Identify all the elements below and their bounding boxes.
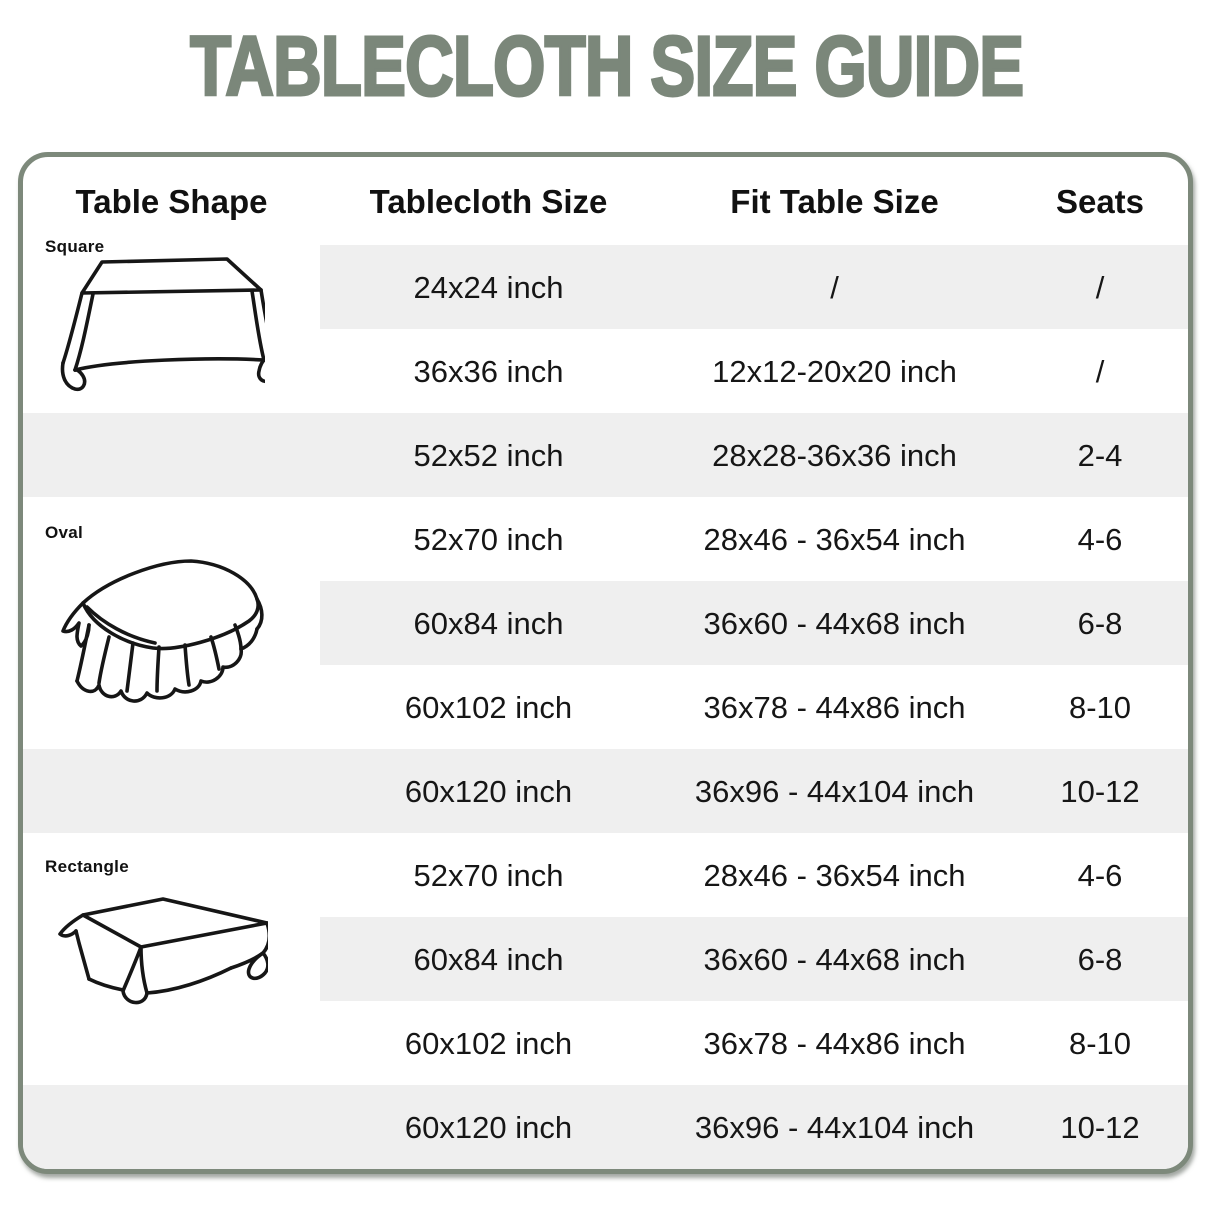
section-label-rectangle: Rectangle: [45, 857, 129, 876]
page-title: TABLECLOTH SIZE GUIDE: [190, 19, 1024, 113]
fit-table-size-cell: 28x46 - 36x54 inch: [703, 521, 966, 557]
seats-cell: 6-8: [1077, 605, 1123, 641]
tablecloth-size-cell: 52x70 inch: [413, 857, 564, 893]
table-row: [23, 1085, 1188, 1169]
seats-cell: 8-10: [1068, 689, 1132, 725]
header-table-shape: Table Shape: [75, 182, 268, 220]
fit-table-size-cell: /: [830, 269, 839, 305]
table-header-row: [23, 157, 1188, 245]
table-row: [23, 329, 1188, 413]
table-row: [23, 749, 1188, 833]
fit-table-size-cell: 36x78 - 44x86 inch: [703, 1025, 966, 1061]
tablecloth-size-cell: 52x52 inch: [413, 437, 564, 473]
seats-cell: 4-6: [1077, 857, 1123, 893]
seats-cell: 10-12: [1060, 1109, 1140, 1145]
seats-cell: /: [1095, 269, 1105, 305]
table-row: [23, 665, 1188, 749]
header-seats: Seats: [1055, 182, 1145, 220]
seats-cell: 6-8: [1077, 941, 1123, 977]
seats-cell: /: [1095, 353, 1105, 389]
tablecloth-size-cell: 60x102 inch: [404, 689, 573, 725]
table-row: [23, 917, 1188, 1001]
fit-table-size-cell: 28x46 - 36x54 inch: [703, 857, 966, 893]
fit-table-size-cell: 12x12-20x20 inch: [712, 353, 957, 389]
seats-cell: 8-10: [1068, 1025, 1132, 1061]
tablecloth-size-cell: 24x24 inch: [413, 269, 564, 305]
page-title-wrap: [0, 16, 1214, 116]
table-row: [23, 833, 1188, 917]
header-fit-table-size: Fit Table Size: [730, 182, 939, 220]
tablecloth-size-cell: 60x84 inch: [413, 605, 564, 641]
seats-cell: 2-4: [1077, 437, 1123, 473]
table-row: [23, 1001, 1188, 1085]
section-label-square: Square: [45, 237, 105, 256]
seats-cell: 10-12: [1060, 773, 1140, 809]
tablecloth-size-cell: 36x36 inch: [413, 353, 564, 389]
table-row: [23, 581, 1188, 665]
fit-table-size-cell: 36x96 - 44x104 inch: [694, 1109, 975, 1145]
tablecloth-size-cell: 52x70 inch: [413, 521, 564, 557]
size-guide-table: [18, 152, 1193, 1174]
seats-cell: 4-6: [1077, 521, 1123, 557]
table-row: [23, 245, 1188, 329]
fit-table-size-cell: 36x78 - 44x86 inch: [703, 689, 966, 725]
fit-table-size-cell: 36x96 - 44x104 inch: [694, 773, 975, 809]
header-tablecloth-size: Tablecloth Size: [369, 182, 608, 220]
fit-table-size-cell: 36x60 - 44x68 inch: [703, 941, 966, 977]
section-label-oval: Oval: [45, 523, 84, 542]
tablecloth-size-cell: 60x120 inch: [404, 773, 573, 809]
table-row: [23, 413, 1188, 497]
table-row: [23, 497, 1188, 581]
fit-table-size-cell: 36x60 - 44x68 inch: [703, 605, 966, 641]
fit-table-size-cell: 28x28-36x36 inch: [712, 437, 957, 473]
tablecloth-size-cell: 60x84 inch: [413, 941, 564, 977]
tablecloth-size-cell: 60x120 inch: [404, 1109, 573, 1145]
tablecloth-size-cell: 60x102 inch: [404, 1025, 573, 1061]
